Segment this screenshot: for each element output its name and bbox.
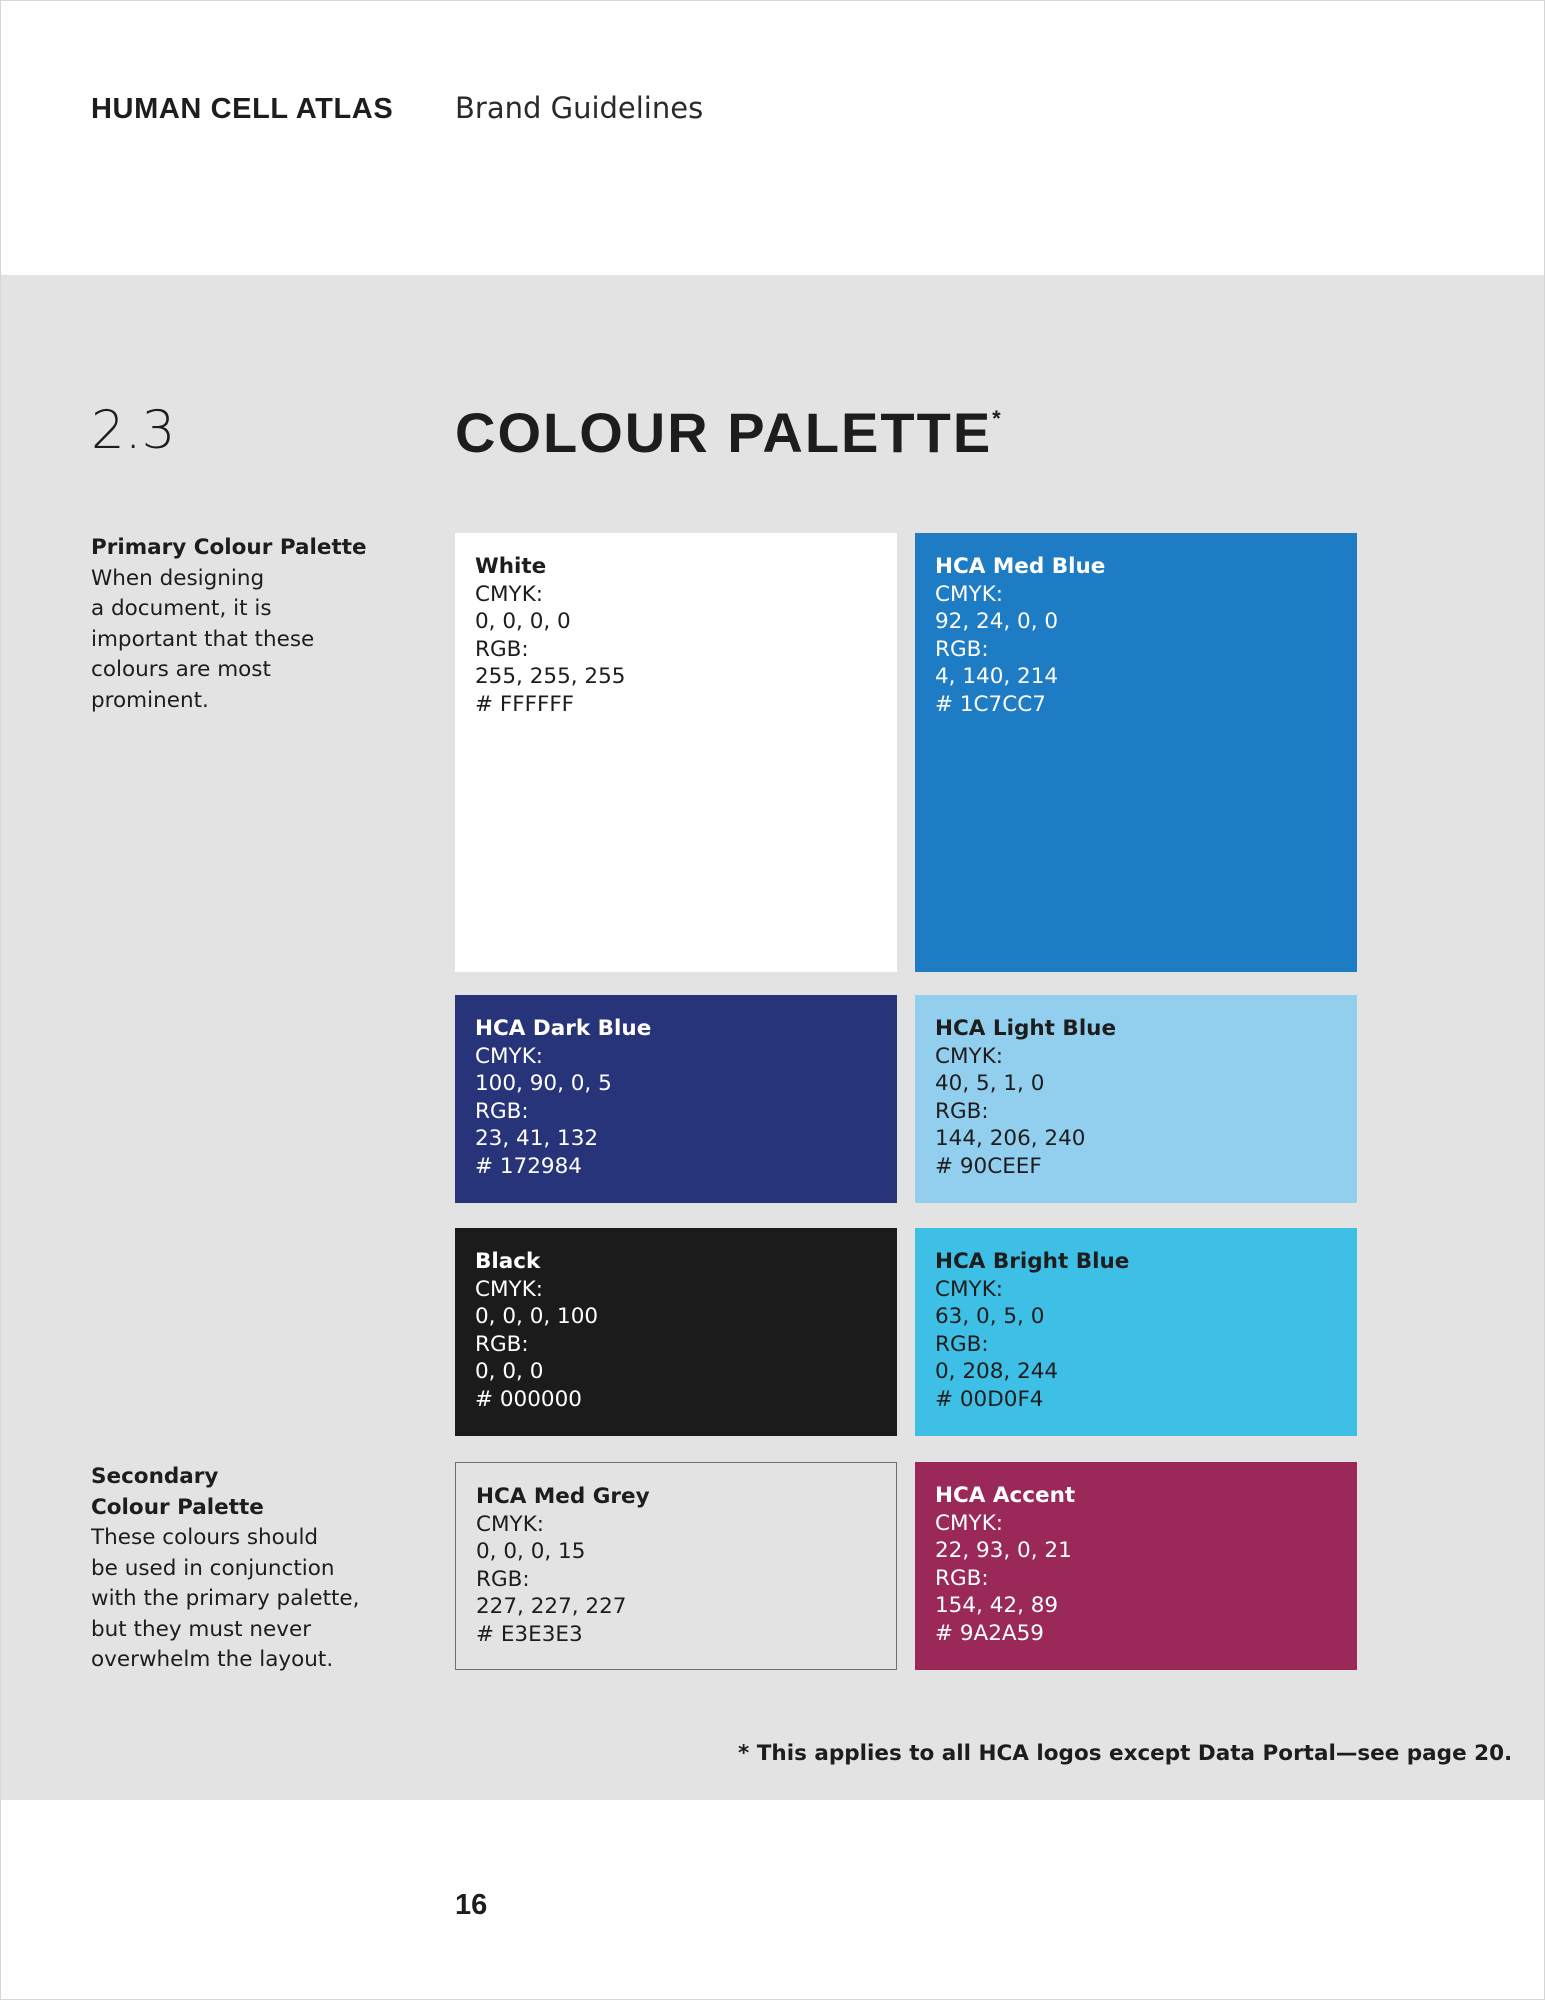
footnote-marker: * xyxy=(992,406,1001,431)
swatch-cmyk: 92, 24, 0, 0 xyxy=(935,609,1059,634)
swatch-rgb: 4, 140, 214 xyxy=(935,664,1059,689)
secondary-palette-heading-line: Colour Palette xyxy=(91,1494,264,1520)
note-line: but they must never xyxy=(91,1616,312,1642)
swatch-hca-med-blue xyxy=(915,533,1357,972)
swatch-rgb-label: RGB: xyxy=(935,1098,989,1124)
swatch-cmyk: 0, 0, 0, 100 xyxy=(475,1304,599,1329)
swatch-cmyk-label: CMYK: xyxy=(935,581,1004,607)
swatch-name: Black xyxy=(475,1249,541,1274)
swatch-white xyxy=(455,533,897,972)
page-number: 16 xyxy=(455,1889,488,1921)
swatch-hca-med-grey xyxy=(455,1462,897,1670)
swatch-cmyk: 100, 90, 0, 5 xyxy=(475,1071,612,1096)
note-line: When designing xyxy=(91,565,265,591)
swatch-rgb: 0, 0, 0 xyxy=(475,1359,544,1384)
swatch-cmyk-label: CMYK: xyxy=(935,1043,1004,1069)
swatch-cmyk-label: CMYK: xyxy=(935,1276,1004,1302)
swatch-rgb: 0, 208, 244 xyxy=(935,1359,1059,1384)
section-title xyxy=(455,400,1001,465)
swatch-rgb-label: RGB: xyxy=(476,1566,530,1592)
section-number: 2.3 xyxy=(91,400,176,461)
swatch-rgb: 23, 41, 132 xyxy=(475,1126,599,1151)
brand-name: HUMAN CELL ATLAS xyxy=(91,93,394,125)
swatch-hex: # 9A2A59 xyxy=(935,1620,1044,1646)
swatch-hex: # 000000 xyxy=(475,1386,582,1412)
swatch-cmyk: 63, 0, 5, 0 xyxy=(935,1304,1045,1329)
note-line: be used in conjunction xyxy=(91,1555,335,1581)
note-line: prominent. xyxy=(91,687,209,713)
footnote: * This applies to all HCA logos except Data Portal—see page 20. xyxy=(738,1741,1513,1766)
swatch-hca-dark-blue xyxy=(455,995,897,1203)
swatch-hex: # 90CEEF xyxy=(935,1153,1042,1179)
swatch-name: HCA Bright Blue xyxy=(935,1249,1130,1274)
primary-palette-heading: Primary Colour Palette xyxy=(91,535,367,560)
swatch-rgb-label: RGB: xyxy=(935,636,989,662)
swatch-cmyk-label: CMYK: xyxy=(475,1043,544,1069)
swatch-rgb-label: RGB: xyxy=(935,1331,989,1357)
swatch-rgb-label: RGB: xyxy=(475,1098,529,1124)
swatch-rgb-label: RGB: xyxy=(935,1565,989,1591)
swatch-hca-bright-blue xyxy=(915,1228,1357,1436)
swatch-hca-light-blue xyxy=(915,995,1357,1203)
swatch-rgb: 227, 227, 227 xyxy=(476,1594,627,1619)
swatch-hex: # 172984 xyxy=(475,1153,582,1179)
swatch-name: HCA Dark Blue xyxy=(475,1016,652,1041)
swatch-cmyk: 22, 93, 0, 21 xyxy=(935,1538,1072,1563)
swatch-hca-accent xyxy=(915,1462,1357,1670)
swatch-hex: # E3E3E3 xyxy=(476,1621,583,1647)
swatch-rgb-label: RGB: xyxy=(475,1331,529,1357)
swatch-cmyk-label: CMYK: xyxy=(475,1276,544,1302)
swatch-name: White xyxy=(475,554,547,579)
note-line: overwhelm the layout. xyxy=(91,1647,334,1672)
swatch-black xyxy=(455,1228,897,1436)
primary-palette-note xyxy=(91,533,391,716)
note-line: with the primary palette, xyxy=(91,1586,360,1611)
swatch-cmyk: 40, 5, 1, 0 xyxy=(935,1071,1045,1096)
secondary-palette-heading-line: Secondary xyxy=(91,1464,219,1489)
swatch-hex: # 1C7CC7 xyxy=(935,691,1046,717)
swatch-rgb: 144, 206, 240 xyxy=(935,1126,1086,1151)
swatch-cmyk-label: CMYK: xyxy=(935,1510,1004,1536)
note-line: These colours should xyxy=(91,1525,319,1550)
note-line: a document, it is xyxy=(91,596,272,621)
swatch-name: HCA Accent xyxy=(935,1483,1076,1508)
swatch-hex: # 00D0F4 xyxy=(935,1386,1044,1412)
secondary-palette-note xyxy=(91,1462,391,1676)
swatch-name: HCA Light Blue xyxy=(935,1016,1117,1041)
document-title: Brand Guidelines xyxy=(455,91,704,125)
section-title-text: COLOUR PALETTE xyxy=(455,401,993,464)
swatch-cmyk: 0, 0, 0, 15 xyxy=(476,1539,586,1564)
swatch-rgb-label: RGB: xyxy=(475,636,529,662)
swatch-cmyk-label: CMYK: xyxy=(476,1511,545,1537)
swatch-hex: # FFFFFF xyxy=(475,691,575,717)
swatch-cmyk-label: CMYK: xyxy=(475,581,544,607)
swatch-rgb: 154, 42, 89 xyxy=(935,1593,1059,1618)
note-line: colours are most xyxy=(91,657,271,682)
swatch-name: HCA Med Grey xyxy=(476,1484,650,1509)
swatch-rgb: 255, 255, 255 xyxy=(475,664,626,689)
swatch-name: HCA Med Blue xyxy=(935,554,1106,579)
note-line: important that these xyxy=(91,626,315,652)
swatch-cmyk: 0, 0, 0, 0 xyxy=(475,609,571,634)
